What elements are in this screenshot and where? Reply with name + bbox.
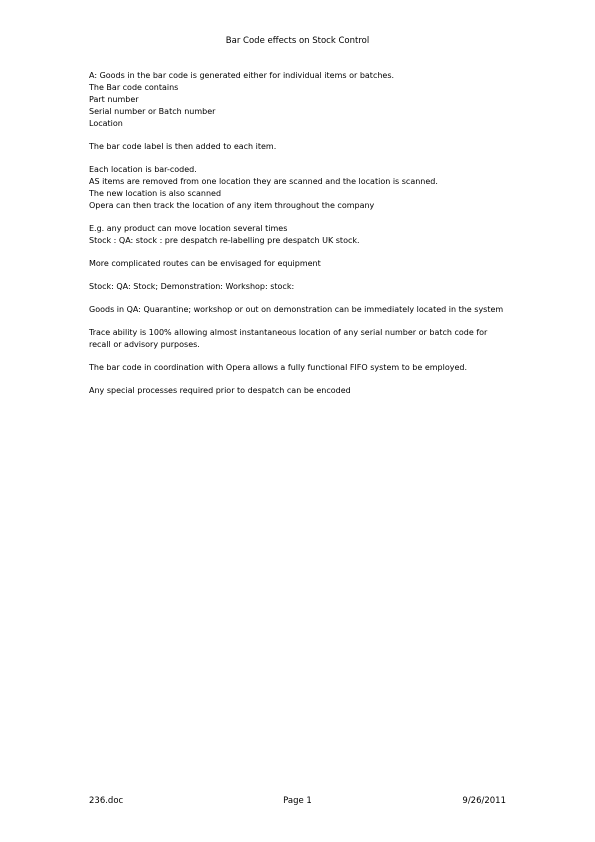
paragraph-equipment-route xyxy=(89,281,519,293)
text-line: Opera can then track the location of any item throughout the company xyxy=(89,201,375,210)
text-line: Any special processes required prior to despatch can be encoded xyxy=(89,386,351,395)
document-title: Bar Code effects on Stock Control xyxy=(225,36,370,46)
paragraph-fifo xyxy=(89,362,519,374)
text-line: Each location is bar-coded. xyxy=(89,165,197,174)
paragraph-example xyxy=(89,223,519,247)
footer-page-number: Page 1 xyxy=(283,796,312,806)
text-block: Trace ability is 100% allowing almost instantaneous location of any serial number or batch code for recall or advisory purposes. xyxy=(89,328,488,349)
page-footer xyxy=(89,796,506,808)
paragraph-routes xyxy=(89,258,519,270)
text-line: E.g. any product can move location several times xyxy=(89,224,288,233)
paragraph-traceability xyxy=(89,327,519,351)
paragraph-goods-in xyxy=(89,70,519,130)
paragraph-despatch xyxy=(89,385,519,397)
paragraph-goods-in-qa xyxy=(89,304,519,316)
text-line: Serial number or Batch number xyxy=(89,107,216,116)
text-line: Stock: QA: Stock; Demonstration: Workshop: stock: xyxy=(89,282,295,291)
text-line: AS items are removed from one location they are scanned and the location is scanned. xyxy=(89,177,438,186)
text-line: The Bar code contains xyxy=(89,83,179,92)
document-body xyxy=(89,70,519,408)
text-line: Part number xyxy=(89,95,139,104)
footer-filename: 236.doc xyxy=(89,796,124,806)
text-line: Stock : QA: stock : pre despatch re-labelling pre despatch UK stock. xyxy=(89,236,360,245)
text-line: The bar code label is then added to each item. xyxy=(89,142,277,151)
paragraph-label xyxy=(89,141,519,153)
text-line: More complicated routes can be envisaged for equipment xyxy=(89,259,321,268)
paragraph-locations xyxy=(89,164,519,212)
text-block: Goods in QA: Quarantine; workshop or out on demonstration can be immediately located in the system xyxy=(89,305,504,314)
text-line: A: Goods in the bar code is generated either for individual items or batches. xyxy=(89,71,395,80)
text-line: The new location is also scanned xyxy=(89,189,222,198)
footer-date: 9/26/2011 xyxy=(462,796,506,806)
page-header xyxy=(0,36,595,46)
text-block: The bar code in coordination with Opera allows a fully functional FIFO system to be employed. xyxy=(89,363,467,372)
text-line: Location xyxy=(89,119,123,128)
